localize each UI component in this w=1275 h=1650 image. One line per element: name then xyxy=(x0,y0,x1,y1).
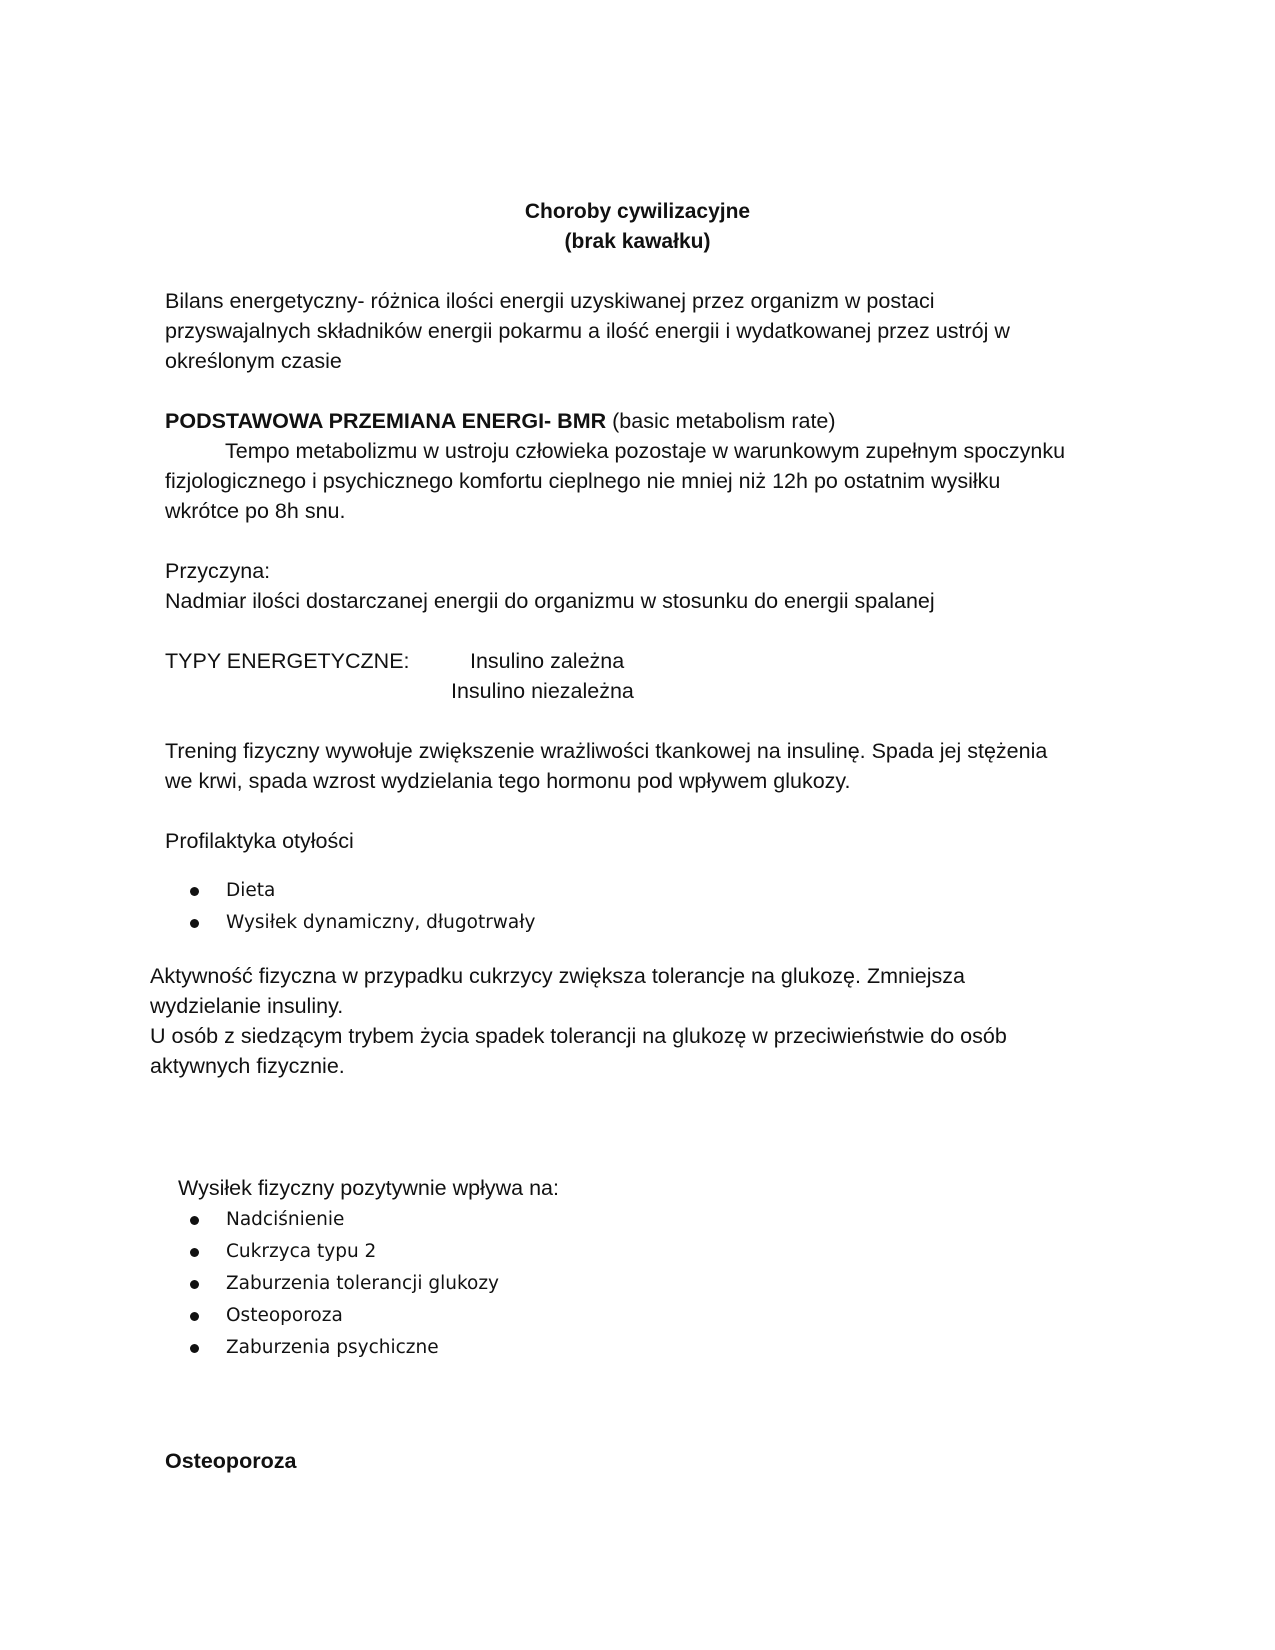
bullet-icon xyxy=(190,887,199,896)
document-subtitle: (brak kawałku) xyxy=(564,230,711,253)
bmr-heading xyxy=(165,406,836,436)
bullet-icon xyxy=(190,1216,199,1225)
przyczyna-label: Przyczyna: xyxy=(165,559,271,583)
bilans-line-1: Bilans energetyczny- różnica ilości energii uzyskiwanej przez organizm w postaci xyxy=(165,289,935,313)
aktywnosc-line-4: aktywnych fizycznie. xyxy=(150,1054,345,1078)
bilans-line-3: określonym czasie xyxy=(165,349,342,373)
przyczyna-text: Nadmiar ilości dostarczanej energii do organizmu w stosunku do energii spalanej xyxy=(165,589,935,613)
aktywnosc-line-3: U osób z siedzącym trybem życia spadek tolerancji na glukozę w przeciwieństwie do osób xyxy=(150,1024,1007,1048)
bilans-line-2: przyswajalnych składników energii pokarmu a ilość energii i wydatkowanej przez ustrój w xyxy=(165,319,1010,343)
bullet-icon xyxy=(190,1280,199,1289)
list-item-text: Nadciśnienie xyxy=(226,1209,345,1230)
aktywnosc-line-2: wydzielanie insuliny. xyxy=(150,994,344,1018)
bmr-heading-rest: (basic metabolism rate) xyxy=(606,409,836,433)
bmr-line-2: fizjologicznego i psychicznego komfortu cieplnego nie mniej niż 12h po ostatnim wysiłku xyxy=(165,469,1001,493)
bmr-line-3: wkrótce po 8h snu. xyxy=(165,499,346,523)
aktywnosc-line-1: Aktywność fizyczna w przypadku cukrzycy zwiększa tolerancje na glukozę. Zmniejsza xyxy=(150,964,965,988)
wysilek-label: Wysiłek fizyczny pozytywnie wpływa na: xyxy=(178,1176,559,1200)
profilaktyka-label: Profilaktyka otyłości xyxy=(165,829,354,853)
bullet-icon xyxy=(190,1344,199,1353)
trening-line-2: we krwi, spada wzrost wydzielania tego hormonu pod wpływem glukozy. xyxy=(165,769,851,793)
document-title: Choroby cywilizacyjne xyxy=(524,200,751,223)
list-item-text: Wysiłek dynamiczny, długotrwały xyxy=(226,912,536,933)
bmr-heading-bold: PODSTAWOWA PRZEMIANA ENERGI- BMR xyxy=(165,409,607,433)
bullet-icon xyxy=(190,1248,199,1257)
list-item-text: Osteoporoza xyxy=(226,1305,343,1326)
bmr-line-1: Tempo metabolizmu w ustroju człowieka pozostaje w warunkowym zupełnym spoczynku xyxy=(225,439,1066,463)
trening-line-1: Trening fizyczny wywołuje zwiększenie wrażliwości tkankowej na insulinę. Spada jej stężenia xyxy=(165,739,1048,763)
list-item-text: Cukrzyca typu 2 xyxy=(226,1241,377,1262)
bullet-icon xyxy=(190,1312,199,1321)
bullet-icon xyxy=(190,919,199,928)
list-item-text: Zaburzenia psychiczne xyxy=(226,1337,439,1358)
typy-label: TYPY ENERGETYCZNE: xyxy=(165,649,410,673)
typy-value-2: Insulino niezależna xyxy=(451,679,634,703)
typy-value-1: Insulino zależna xyxy=(470,649,625,673)
list-item-text: Dieta xyxy=(226,880,276,901)
osteoporoza-heading: Osteoporoza xyxy=(165,1449,297,1473)
list-item-text: Zaburzenia tolerancji glukozy xyxy=(226,1273,499,1294)
